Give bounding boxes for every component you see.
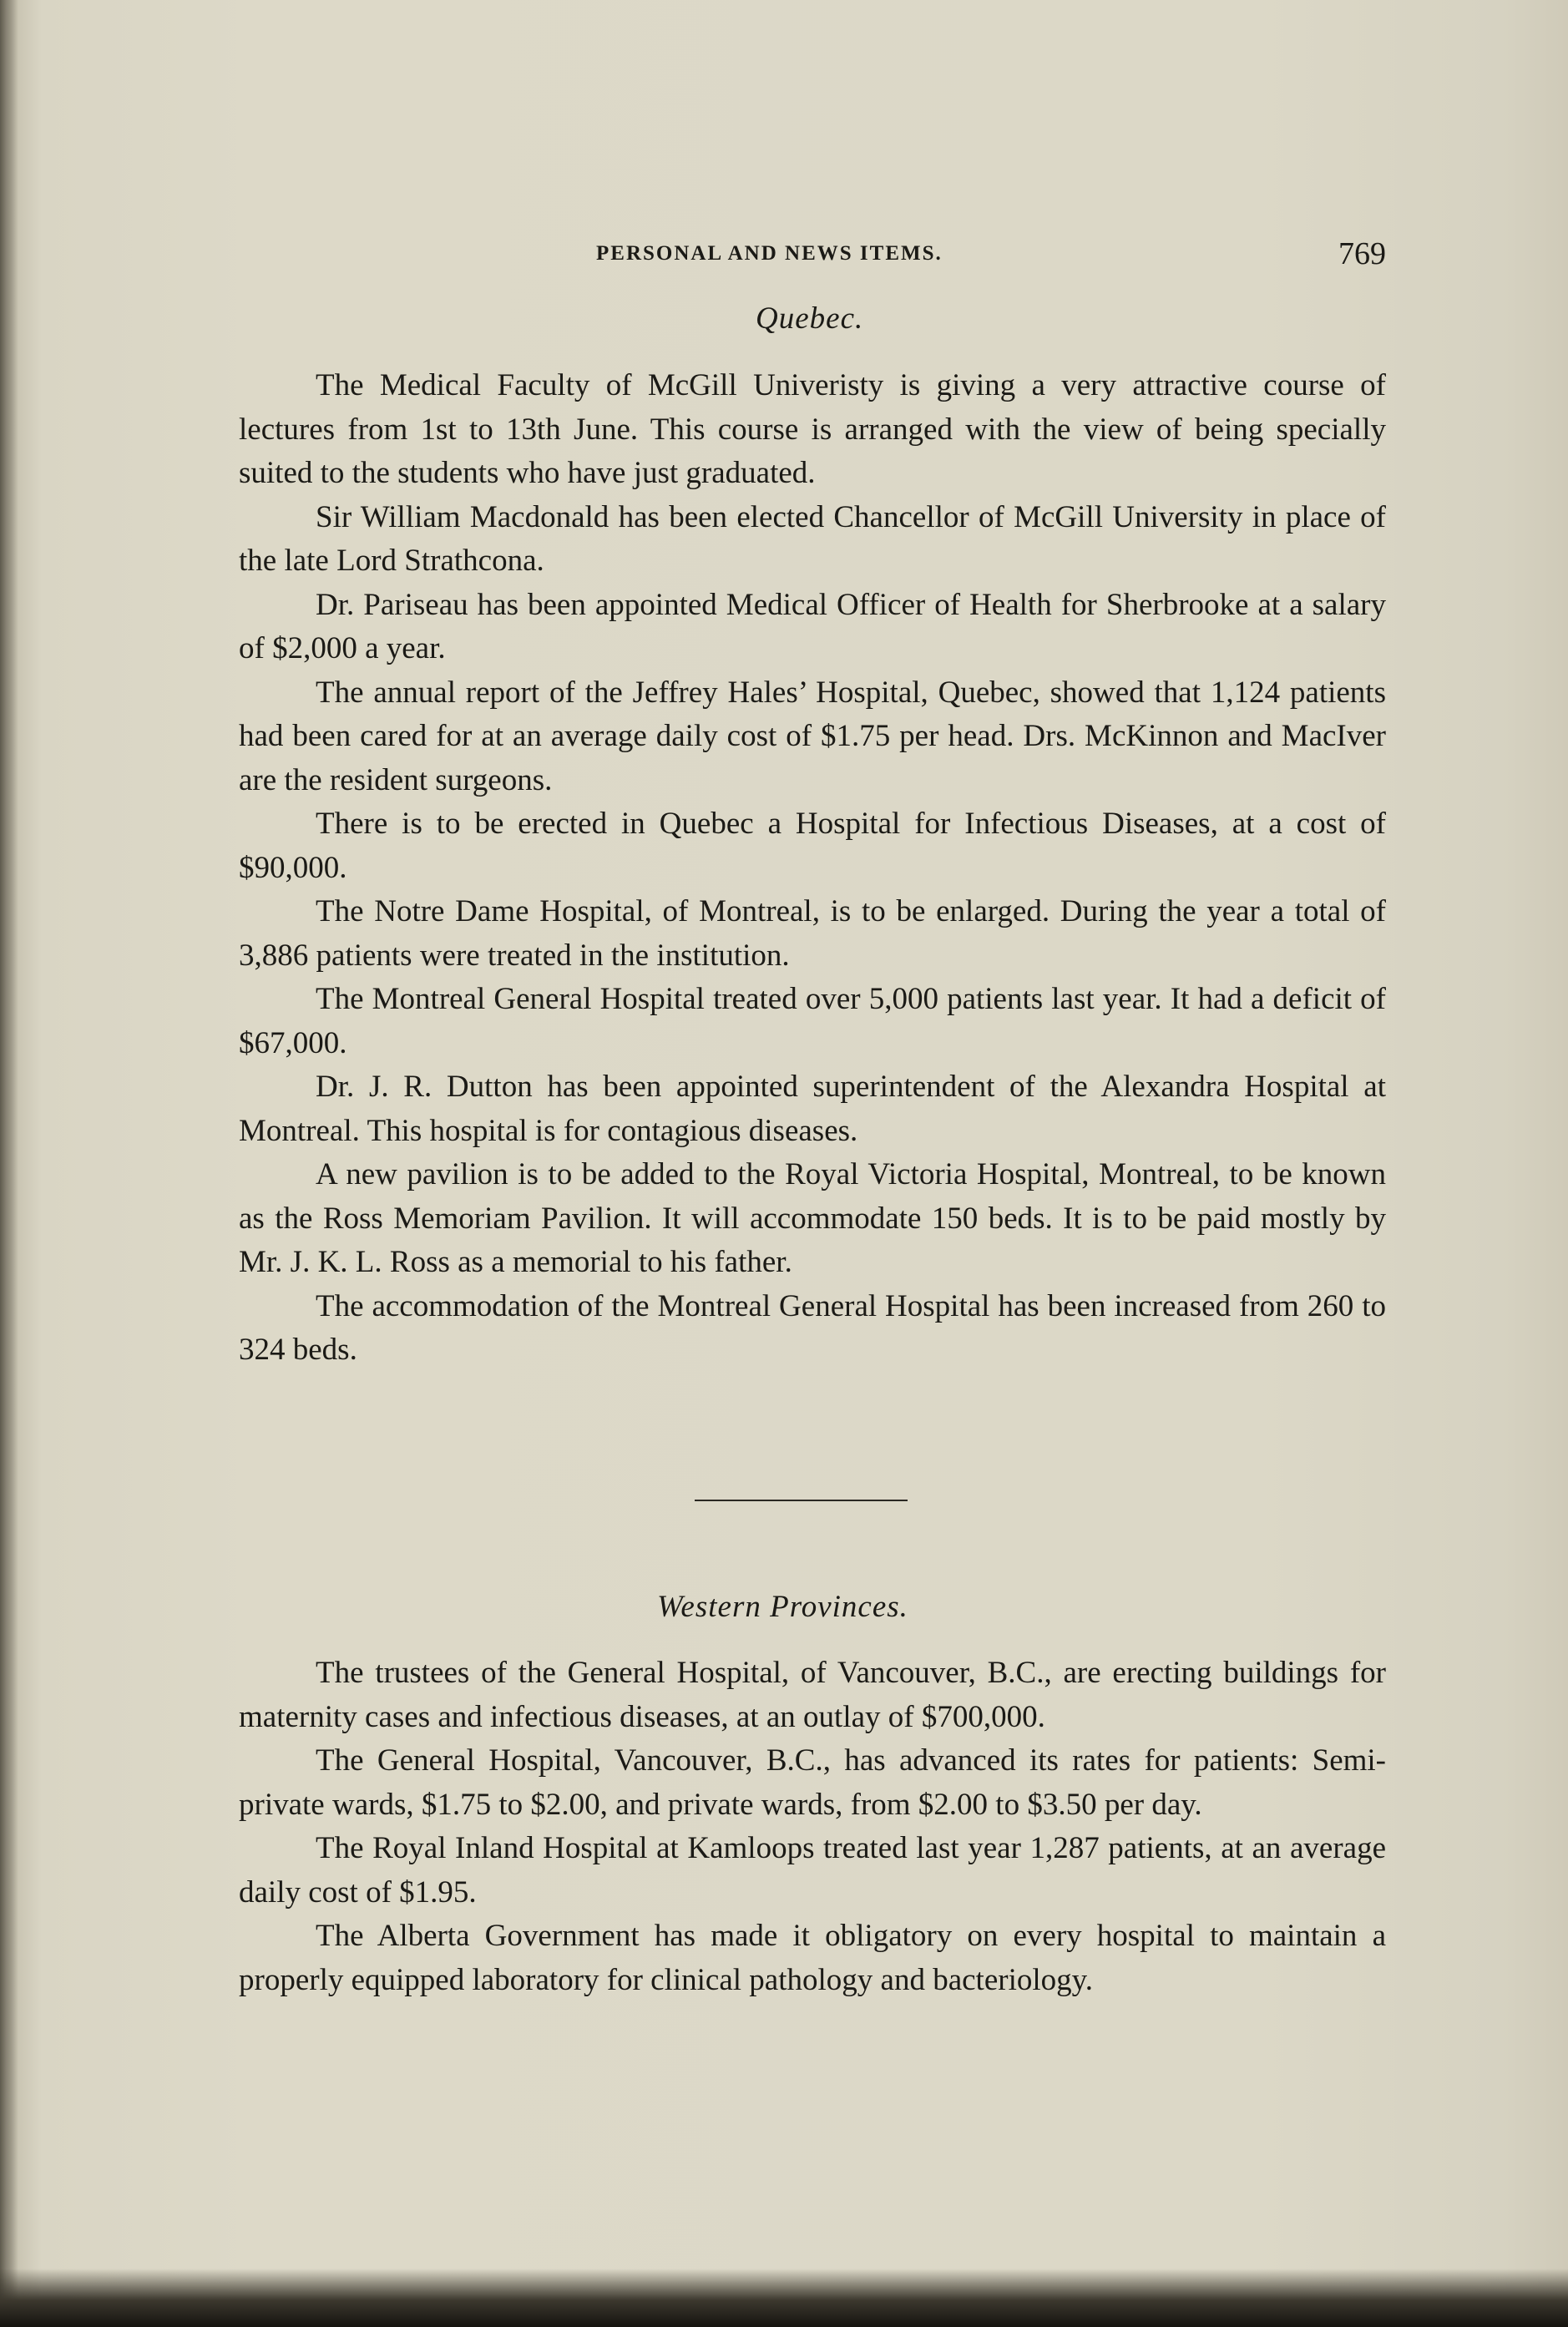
page-number: 769 bbox=[1338, 236, 1386, 271]
running-head: PERSONAL AND NEWS ITEMS. bbox=[596, 242, 943, 265]
paragraph: The Montreal General Hospital treated over 5,000 patients last year. It had a deficit of $67,000. bbox=[239, 982, 1386, 1060]
paragraph: The General Hospital, Vancouver, B.C., has advanced its rates for patients: Semi-private wards, $1.75 to $2.00, and private wards, from $2.00 to $3.50 per day. bbox=[239, 1743, 1386, 1822]
page-bottom-edge bbox=[0, 2269, 1568, 2327]
paragraph: The Alberta Government has made it obligatory on every hospital to maintain a properly equipped laboratory for clinical pathology and bacteriology. bbox=[239, 1919, 1386, 1997]
paragraph: The Notre Dame Hospital, of Montreal, is to be enlarged. During the year a total of 3,886 patients were treated in the institution. bbox=[239, 894, 1386, 973]
paragraph: A new pavilion is to be added to the Royal Victoria Hospital, Montreal, to be known as the Ross Memoriam Pavilion. It will accommodate 150 beds. It is to be paid mostly by Mr. J. K. L. Ross as a memorial to his father. bbox=[239, 1157, 1386, 1279]
paragraph: There is to be erected in Quebec a Hospital for Infectious Diseases, at a cost of $90,000. bbox=[239, 807, 1386, 885]
paragraph: Dr. J. R. Dutton has been appointed superintendent of the Alexandra Hospital at Montreal. This hospital is for contagious diseases. bbox=[239, 1070, 1386, 1148]
section-body-western-provinces bbox=[239, 1652, 1386, 2002]
section-divider bbox=[695, 1500, 908, 1501]
paragraph: The annual report of the Jeffrey Hales’ Hospital, Quebec, showed that 1,124 patients had been cared for at an average daily cost of $1.75 per head. Drs. McKinnon and MacIver are the resident surgeons. bbox=[239, 675, 1386, 797]
section-title-quebec: Quebec. bbox=[756, 301, 864, 336]
paragraph: Sir William Macdonald has been elected Chancellor of McGill University in place of the late Lord Strathcona. bbox=[239, 499, 1386, 578]
paragraph: The accommodation of the Montreal General Hospital has been increased from 260 to 324 beds. bbox=[239, 1288, 1386, 1367]
paragraph: The Royal Inland Hospital at Kamloops treated last year 1,287 patients, at an average daily cost of $1.95. bbox=[239, 1831, 1386, 1910]
paragraph: Dr. Pariseau has been appointed Medical Officer of Health for Sherbrooke at a salary of $2,000 a year. bbox=[239, 587, 1386, 665]
binding-shadow bbox=[0, 0, 18, 2327]
paragraph: The Medical Faculty of McGill Univeristy is giving a very attractive course of lectures from 1st to 13th June. This course is arranged with the view of being specially suited to the students who have just graduated. bbox=[239, 368, 1386, 490]
section-title-western-provinces: Western Provinces. bbox=[657, 1590, 908, 1624]
page-header bbox=[239, 235, 1386, 277]
paragraph: The trustees of the General Hospital, of Vancouver, B.C., are erecting buildings for maternity cases and infectious diseases, at an outlay of $700,000. bbox=[239, 1656, 1386, 1734]
section-body-quebec bbox=[239, 364, 1386, 1373]
